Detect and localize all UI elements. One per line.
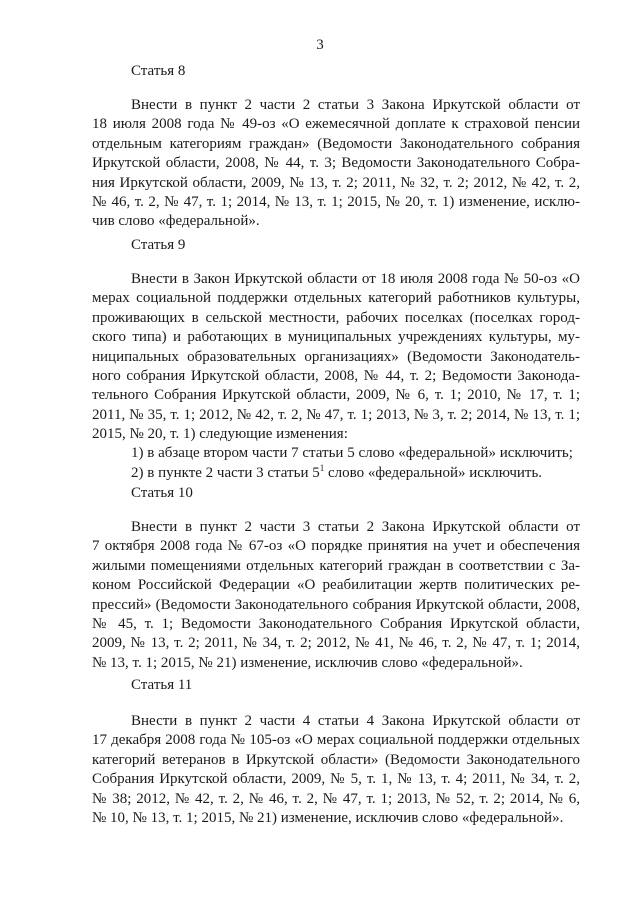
item-text-before: 2) в пункте 2 части 3 статьи 5 [131,465,320,481]
text-line: № 13, т. 1; 2015, № 21) изменение, исключив слово «федеральной». [92,654,523,671]
text-line: 18 июля 2008 года № 49-оз «О ежемесячной доплате к страховой пенсии [92,116,580,133]
article-10-text [92,518,580,673]
text-line: ского типа) и работающих в муниципальных учреждениях культуры, му- [92,329,580,346]
text-line: чив слово «федеральной». [92,213,260,230]
text-line: 17 декабря 2008 года № 105-оз «О мерах социальной поддержки отдельных [92,732,580,749]
text-line: прессий» (Ведомости Законодательного собрания Иркутской области, 2008, [92,596,580,613]
text-line: Внести в пункт 2 части 4 статьи 4 Закона Иркутской области от [131,713,580,729]
text-line: Внести в пункт 2 части 2 статьи 3 Закона Иркутской области от [131,97,580,113]
superscript: 1 [319,463,325,473]
text-line: Внести в Закон Иркутской области от 18 июля 2008 года № 50-оз «О [131,271,580,287]
text-line: коном Российской Федерации «О реабилитации жертв политических ре- [92,577,580,594]
article-9-heading: Статья 9 [131,237,186,253]
text-line: 7 октября 2008 года № 67-оз «О порядке принятия на учет и обеспечения [92,538,580,555]
text-line: мерах социальной поддержки отдельных категорий работников культуры, [92,290,580,307]
text-line: Иркутской области, 2008, № 44, т. 3; Ведомости Законодательного Собра- [92,155,580,172]
article-10-heading: Статья 10 [131,485,193,501]
text-line: 2011, № 35, т. 1; 2012, № 42, т. 2, № 47, т. 1; 2013, № 3, т. 2; 2014, № 13, т. 1; [92,406,580,423]
article-8-heading: Статья 8 [131,63,186,79]
text-line: ного собрания Иркутской области, 2008, № 44, т. 2; Ведомости Законода- [92,368,580,385]
article-9-item-2 [131,464,542,483]
text-line: № 38; 2012, № 42, т. 2, № 46, т. 2, № 47, т. 1; 2013, № 52, т. 2; 2014, № 6, [92,790,580,807]
text-line: Внести в пункт 2 части 3 статьи 2 Закона Иркутской области от [131,519,580,535]
text-line: № 45, т. 1; Ведомости Законодательного Собрания Иркутской области, [92,616,580,633]
text-line: ниципальных образовательных организациях» (Ведомости Законодатель- [92,348,580,365]
text-line: № 10, № 13, т. 1; 2015, № 21) изменение, исключив слово «федеральной». [92,810,564,827]
article-11-text [92,712,580,828]
article-8-text [92,96,580,232]
page-number: 3 [316,37,324,53]
text-line: отдельным категориям граждан» (Ведомости Законодательного собрания [92,135,580,152]
text-line: 2009, № 13, т. 2; 2011, № 34, т. 2; 2012, № 41, № 46, т. 2, № 47, т. 1; 2014, [92,635,580,652]
text-line: ния Иркутской области, 2009, № 13, т. 2; 2011, № 32, т. 2; 2012, № 42, т. 2, [92,174,580,191]
text-line: № 46, т. 2, № 47, т. 1; 2014, № 13, т. 1; 2015, № 20, т. 1) изменение, исклю- [92,194,580,211]
article-11-heading: Статья 11 [131,677,193,693]
text-line: Собрания Иркутской области, 2009, № 5, т. 1, № 13, т. 4; 2011, № 34, т. 2, [92,771,580,788]
text-line: жилыми помещениями отдельных категорий граждан в соответствии с За- [92,557,580,574]
item-text-after: слово «федеральной» исключить. [324,465,543,481]
text-line: проживающих в сельской местности, рабочих поселках (поселках город- [92,309,580,326]
text-line: категорий ветеранов в Иркутской области» (Ведомости Законодательного [92,751,580,768]
text-line: 2015, № 20, т. 1) следующие изменения: [92,426,348,443]
article-9-text [92,270,580,445]
text-line: тельного Собрания Иркутской области, 2009, № 6, т. 1; 2010, № 17, т. 1; [92,387,580,404]
article-9-item-1: 1) в абзаце втором части 7 статьи 5 слово «федеральной» исключить; [131,445,573,461]
